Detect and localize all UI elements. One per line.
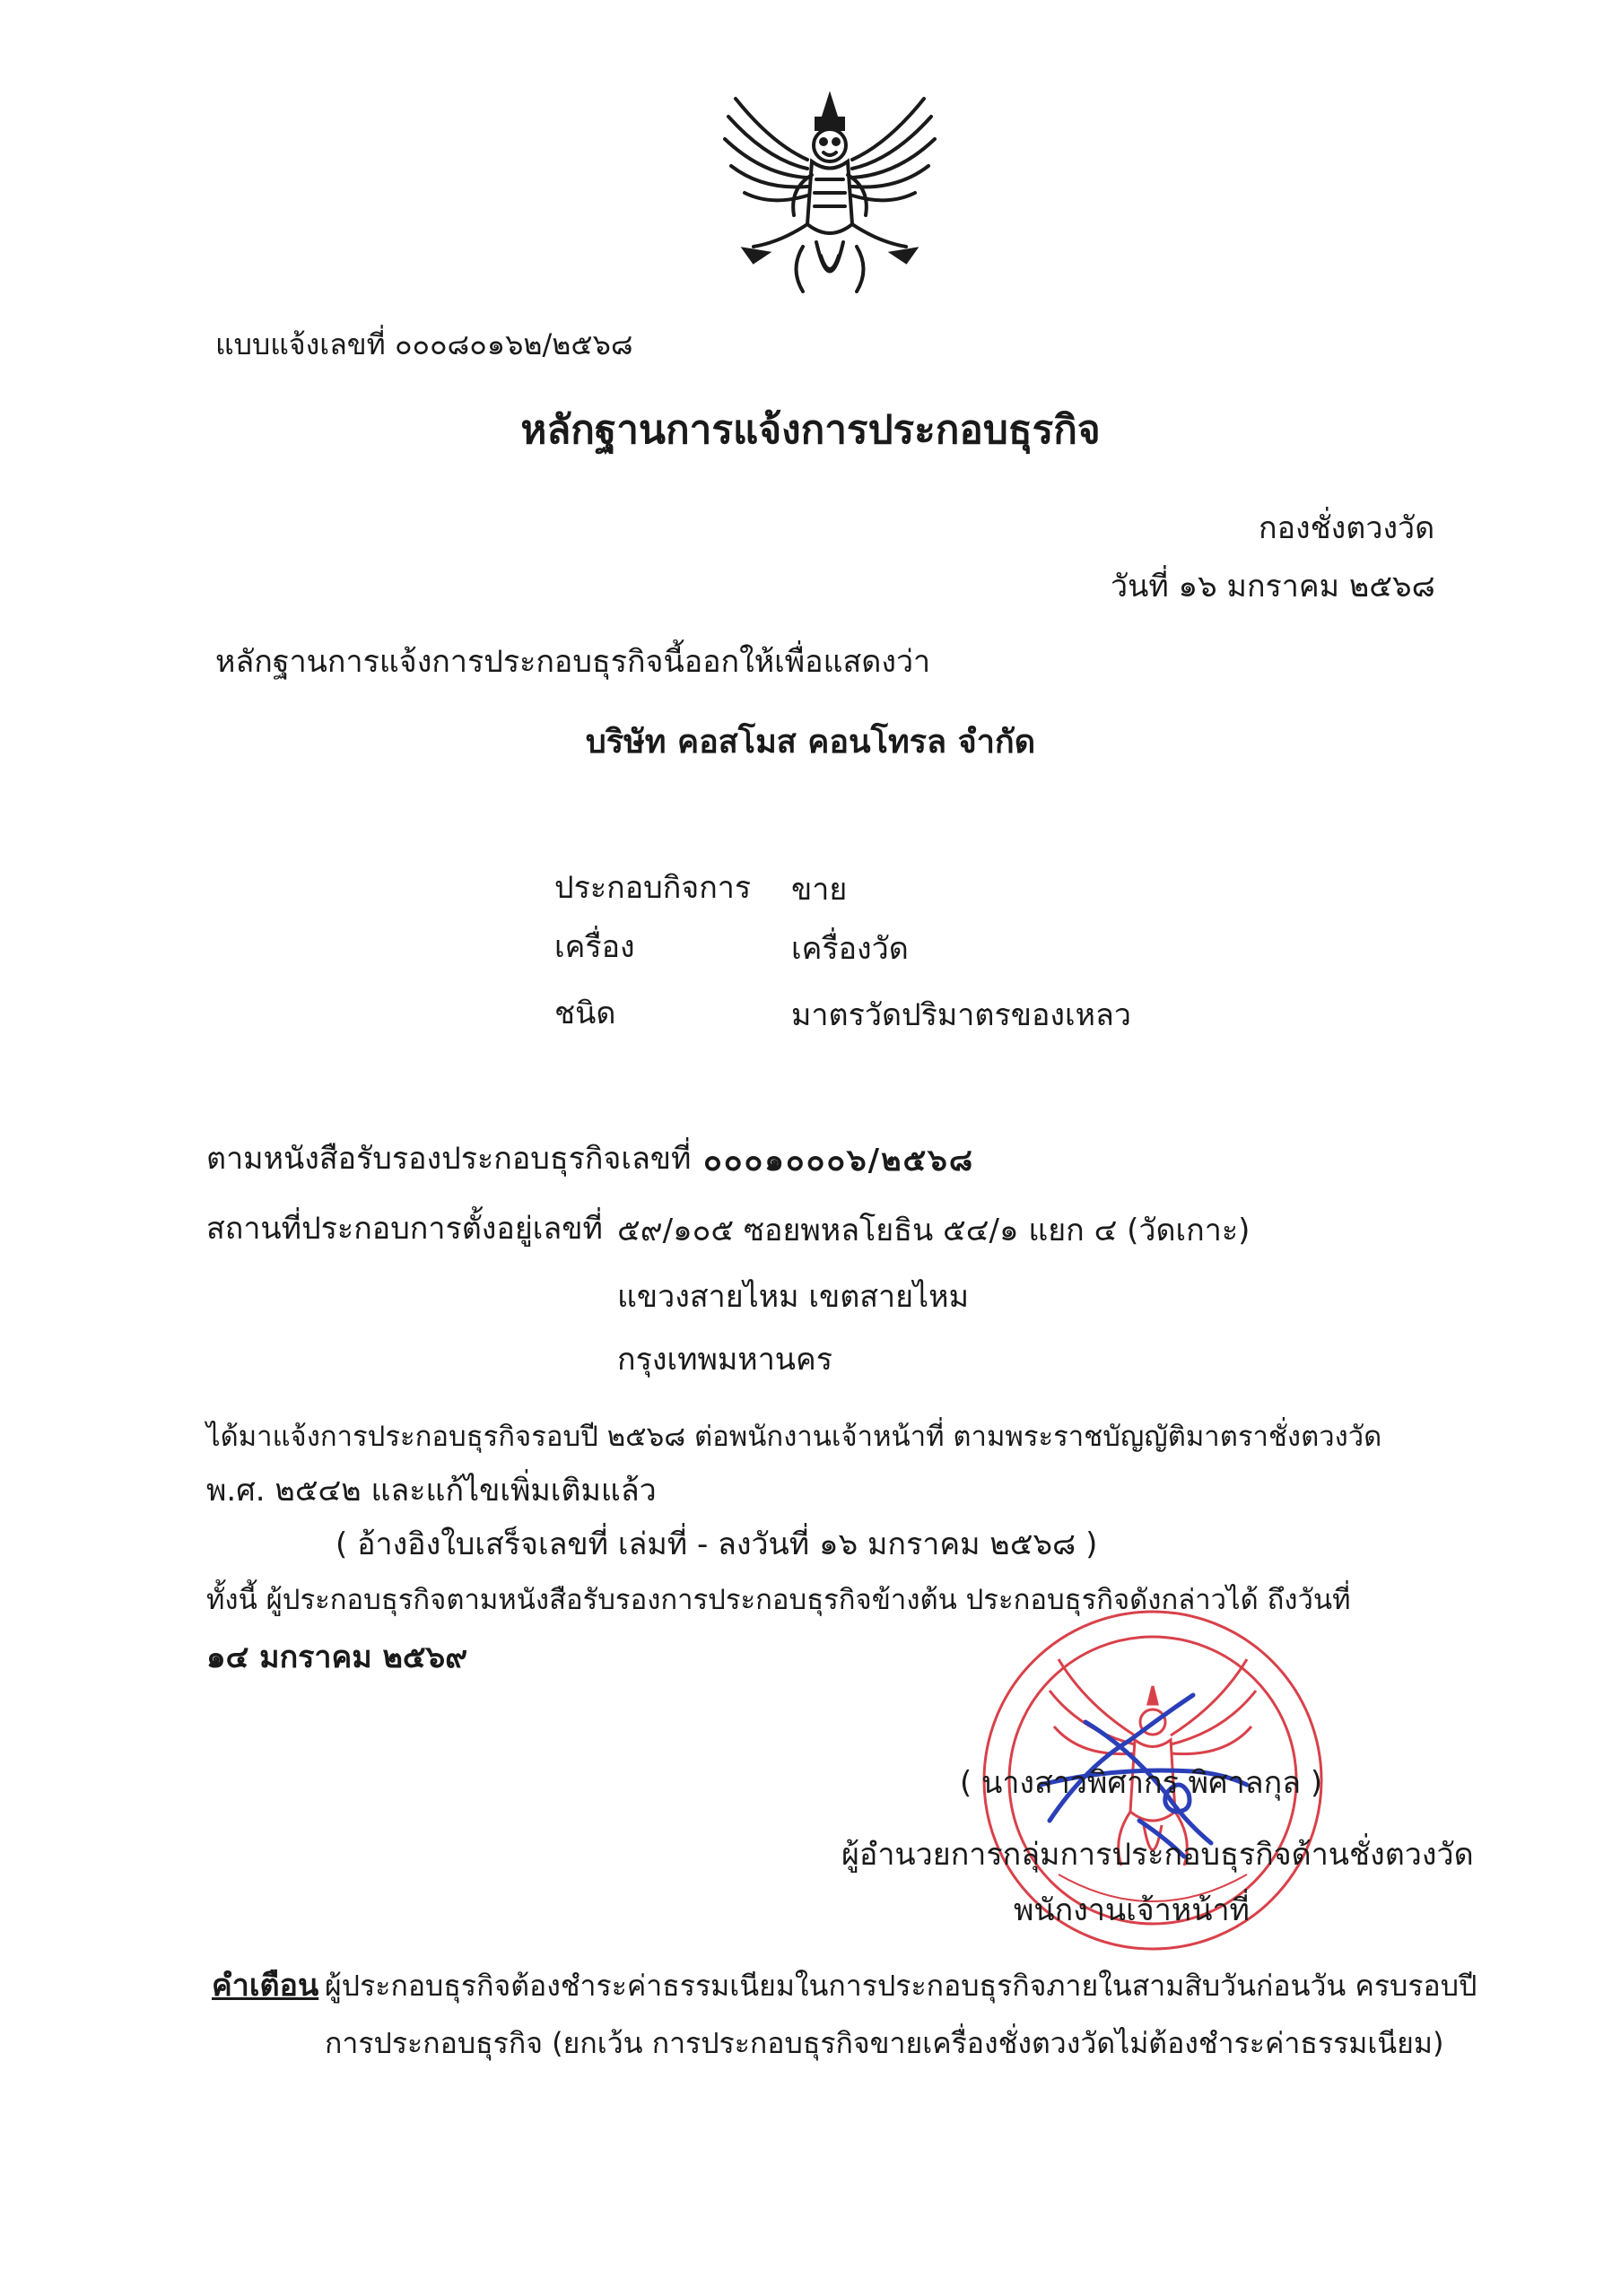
form-number: แบบแจ้งเลขที่ ๐๐๐๘๐๑๖๒/๒๕๖๘ (215, 327, 633, 361)
receipt-reference: ( อ้างอิงใบเสร็จเลขที่ เล่มที่ - ลงวันที่ ๑๖ มกราคม ๒๕๖๘ ) (336, 1526, 1098, 1562)
intro-text: หลักฐานการแจ้งการประกอบธุรกิจนี้ออกให้เพื่อแสดงว่า (215, 644, 931, 680)
license-label: ตามหนังสือรับรองประกอบธุรกิจเลขที่ (206, 1141, 692, 1177)
document-title: หลักฐานการแจ้งการประกอบธุรกิจ (520, 407, 1101, 453)
statement-line-1: ได้มาแจ้งการประกอบธุรกิจรอบปี ๒๕๖๘ ต่อพนักงานเจ้าหน้าที่ ตามพระราชบัญญัติมาตราชั่งตวงวัด (206, 1421, 1382, 1453)
warning-label: คำเตือน (212, 1968, 319, 2004)
type-value: มาตรวัดปริมาตรของเหลว (791, 997, 1131, 1033)
business-type-value: ขาย (791, 872, 848, 908)
address-line-2: แขวงสายไหม เขตสายไหม (617, 1279, 969, 1315)
company-name: บริษัท คอสโมส คอนโทรล จำกัด (585, 724, 1036, 761)
instrument-label: เครื่อง (554, 929, 635, 965)
signatory-position: ผู้อำนวยการกลุ่มการประกอบธุรกิจด้านชั่งตวงวัด (841, 1837, 1474, 1873)
valid-until-date: ๑๔ มกราคม ๒๕๖๙ (206, 1639, 468, 1675)
warning-line-1: ผู้ประกอบธุรกิจต้องชำระค่าธรรมเนียมในการประกอบธุรกิจภายในสามสิบวันก่อนวัน ครบรอบปี (325, 1969, 1477, 2003)
signatory-name: ( นางสาวพิศากร พิศาลกุล ) (960, 1765, 1323, 1801)
statement-line-2: พ.ศ. ๒๕๔๒ และแก้ไขเพิ่มเติมแล้ว (206, 1473, 657, 1509)
instrument-value: เครื่องวัด (791, 931, 909, 967)
address-label: สถานที่ประกอบการตั้งอยู่เลขที่ (206, 1211, 603, 1247)
signatory-role: พนักงานเจ้าหน้าที่ (1014, 1892, 1250, 1928)
validity-statement: ทั้งนี้ ผู้ประกอบธุรกิจตามหนังสือรับรองการประกอบธุรกิจข้างต้น ประกอบธุรกิจดังกล่าวได้ ถึงวันที่ (206, 1584, 1351, 1616)
garuda-emblem (718, 90, 942, 305)
issuing-agency: กองชั่งตวงวัด (1259, 510, 1435, 546)
issue-date: วันที่ ๑๖ มกราคม ๒๕๖๘ (1111, 569, 1435, 604)
address-line-3: กรุงเทพมหานคร (617, 1342, 833, 1378)
warning-line-2: การประกอบธุรกิจ (ยกเว้น การประกอบธุรกิจขายเครื่องชั่งตวงวัดไม่ต้องชำระค่าธรรมเนียม) (325, 2026, 1444, 2060)
business-type-label: ประกอบกิจการ (554, 870, 752, 906)
type-label: ชนิด (554, 996, 616, 1031)
license-number: ๐๐๐๑๐๐๐๖/๒๕๖๘ (703, 1143, 975, 1178)
address-line-1: ๕๙/๑๐๕ ซอยพหลโยธิน ๕๔/๑ แยก ๔ (วัดเกาะ) (617, 1213, 1251, 1248)
